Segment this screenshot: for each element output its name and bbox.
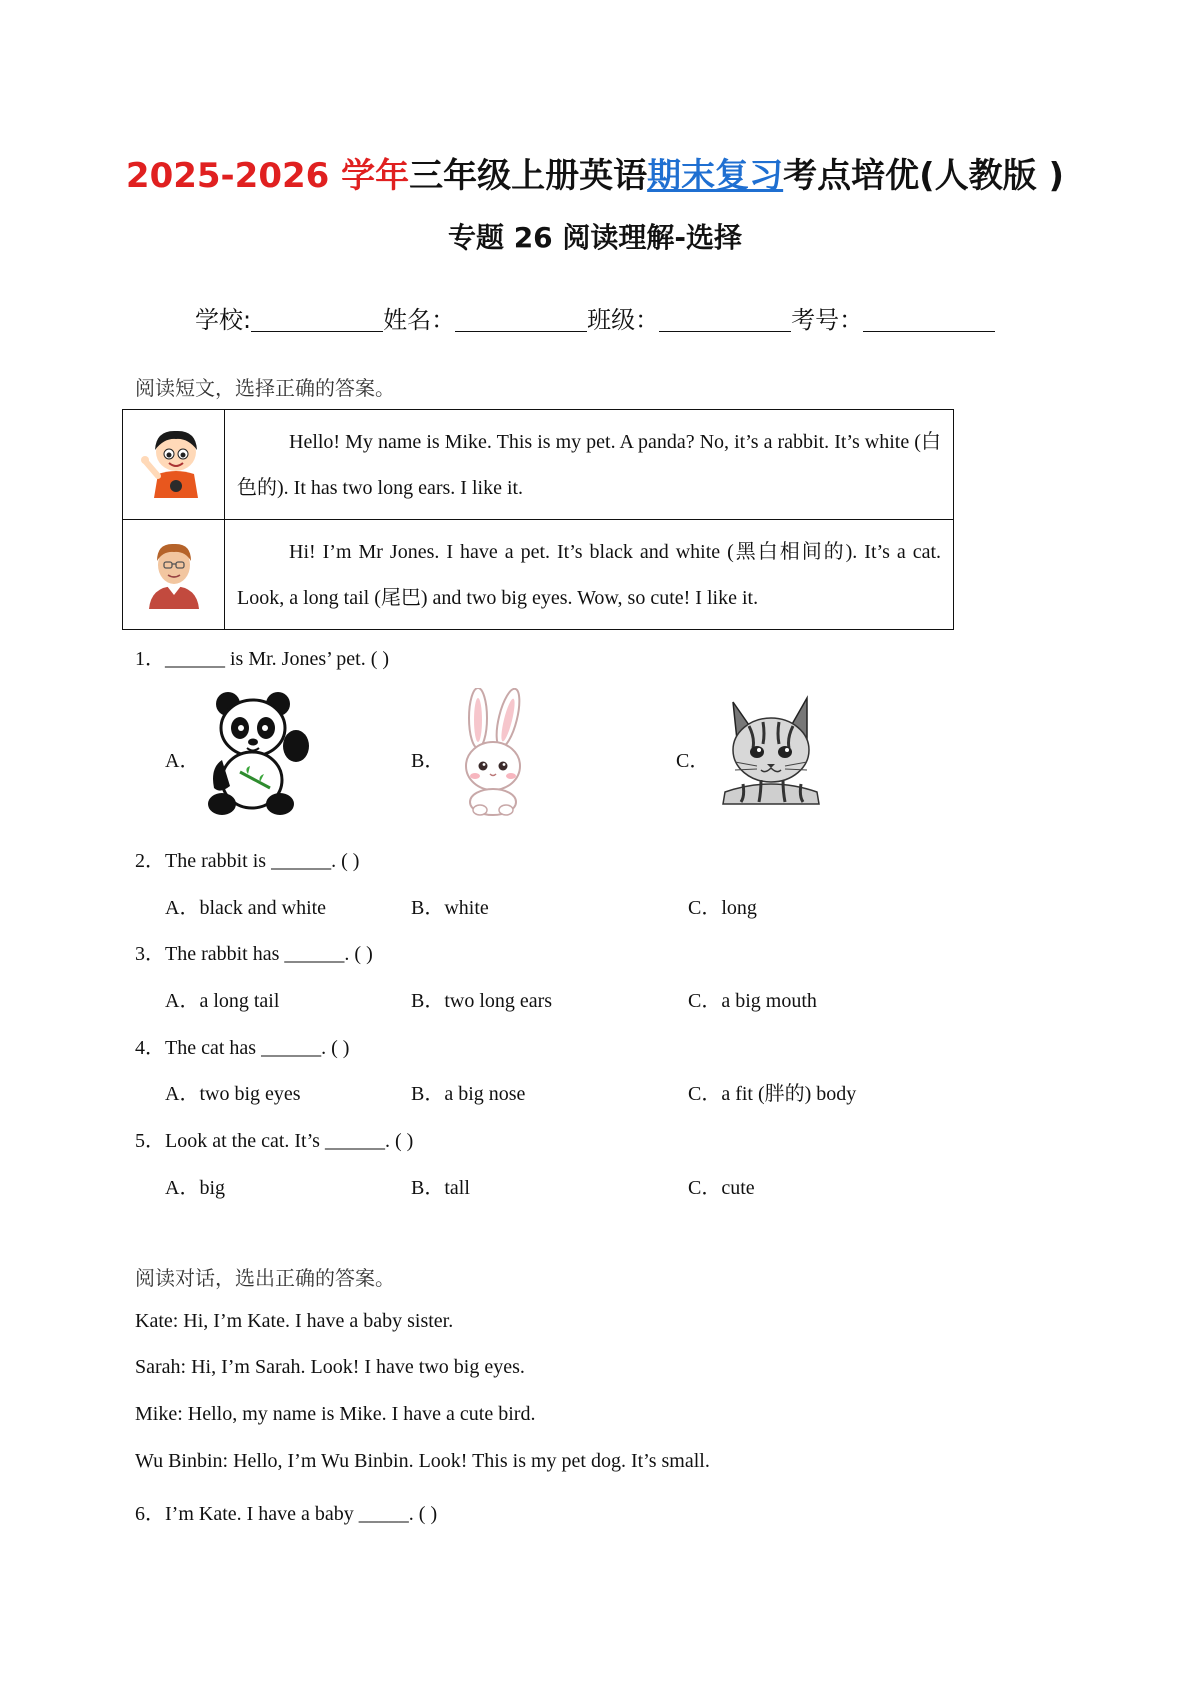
passage1-text: [225, 410, 954, 520]
school-label: 学校:: [195, 306, 252, 334]
passage2-text: [225, 520, 954, 630]
panda-icon: [200, 688, 312, 818]
man-avatar-icon: [139, 533, 209, 611]
q2-option-a[interactable]: A．black and white: [165, 897, 327, 919]
passage2: Hi! I’m Mr Jones. I have a pet. It’s black and white (黑白相间的). It’s a cat. Look, a long tail (尾巴) and two big eyes. Wow, so cute! I like it.: [237, 540, 941, 609]
q5-option-b[interactable]: B．tall: [411, 1177, 470, 1199]
section2-instruction: 阅读对话，选出正确的答案。: [135, 1266, 395, 1290]
exam-no-label: 考号：: [791, 306, 864, 334]
question-3: 3．The rabbit has ______. ( ): [135, 943, 373, 965]
rabbit-icon: [450, 688, 536, 818]
class-label: 班级：: [587, 306, 660, 334]
title-year: 2025-2026 学年: [125, 156, 410, 196]
boy-avatar-icon: [138, 424, 210, 500]
question-5: 5．Look at the cat. It’s ______. ( ): [135, 1130, 414, 1152]
q3-option-b[interactable]: B．two long ears: [411, 990, 553, 1012]
q1-option-c[interactable]: C．: [676, 750, 710, 772]
student-info-line: [195, 300, 995, 335]
title-edition: 考点培优(人教版 ): [783, 156, 1065, 196]
page-subtitle: 专题 26 阅读理解-选择: [447, 221, 743, 254]
class-blank[interactable]: [659, 310, 791, 332]
cat-icon: [715, 692, 827, 808]
exam-no-blank[interactable]: [863, 310, 995, 332]
passage-row-jones: [123, 520, 954, 630]
q2-option-b[interactable]: B．white: [411, 897, 489, 919]
q5-option-a[interactable]: A．big: [165, 1177, 225, 1199]
page-title: [0, 148, 1190, 197]
passage1: Hello! My name is Mike. This is my pet. A panda? No, it’s a rabbit. It’s white (白色的). It has two long ears. I like it.: [237, 430, 941, 499]
passage-row-mike: [123, 410, 954, 520]
q1-option-a[interactable]: A．: [165, 750, 200, 772]
name-blank[interactable]: [455, 310, 587, 332]
mike-cell: [123, 410, 225, 520]
question-6: 6．I’m Kate. I have a baby _____. ( ): [135, 1503, 438, 1525]
section1-instruction: 阅读短文，选择正确的答案。: [135, 376, 395, 400]
q4-option-c[interactable]: C．a fit (胖的) body: [688, 1083, 857, 1105]
title-grade: 三年级上册英语: [409, 156, 648, 196]
dialogue-line-sarah: Sarah: Hi, I’m Sarah. Look! I have two big eyes.: [135, 1356, 525, 1378]
q3-option-a[interactable]: A．a long tail: [165, 990, 280, 1012]
dialogue-line-mike: Mike: Hello, my name is Mike. I have a cute bird.: [135, 1403, 536, 1425]
jones-cell: [123, 520, 225, 630]
q4-option-b[interactable]: B．a big nose: [411, 1083, 526, 1105]
dialogue-line-wubinbin: Wu Binbin: Hello, I’m Wu Binbin. Look! This is my pet dog. It’s small.: [135, 1450, 710, 1472]
question-2: 2．The rabbit is ______. ( ): [135, 850, 360, 872]
q2-option-c[interactable]: C．long: [688, 897, 757, 919]
title-review: 期末复习: [647, 156, 784, 196]
dialogue-line-kate: Kate: Hi, I’m Kate. I have a baby sister.: [135, 1310, 454, 1332]
q3-option-c[interactable]: C．a big mouth: [688, 990, 817, 1012]
passage-table: [122, 409, 954, 630]
question-1: 1．______ is Mr. Jones’ pet. ( ): [135, 648, 390, 670]
q4-option-a[interactable]: A．two big eyes: [165, 1083, 301, 1105]
q5-option-c[interactable]: C．cute: [688, 1177, 755, 1199]
q1-option-b[interactable]: B．: [411, 750, 445, 772]
question-4: 4．The cat has ______. ( ): [135, 1037, 350, 1059]
name-label: 姓名：: [383, 306, 456, 334]
school-blank[interactable]: [251, 310, 383, 332]
